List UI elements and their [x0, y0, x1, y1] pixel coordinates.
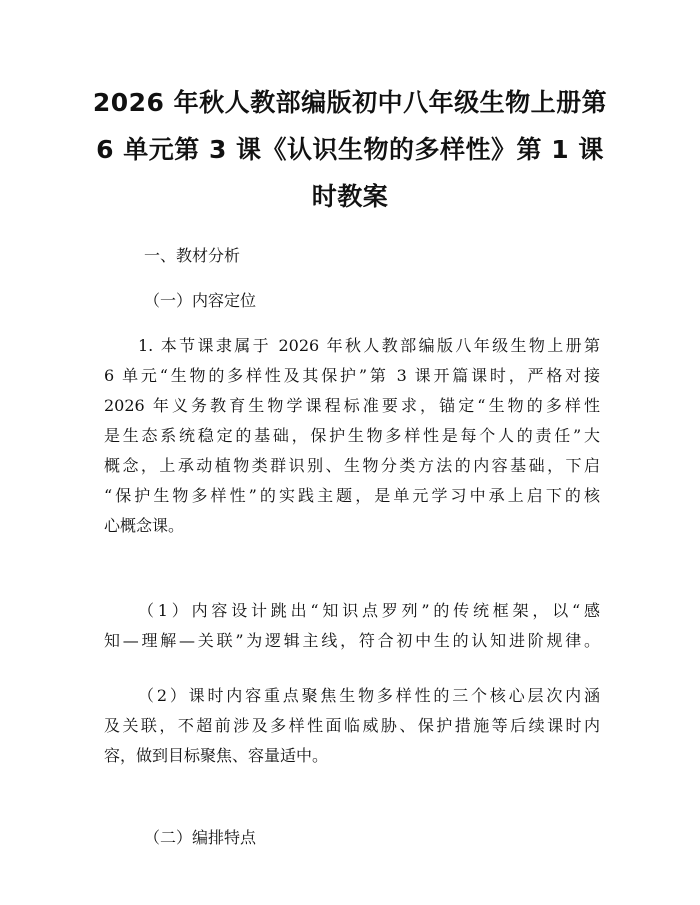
subsection-heading-arrangement-features: （二）编排特点 [144, 828, 257, 847]
paragraph-line: “保护生物多样性”的实践主题，是单元学习中承上启下的核 [104, 486, 600, 505]
section-heading-textbook-analysis: 一、教材分析 [144, 246, 241, 265]
paragraph-line: 心概念课。 [104, 516, 185, 535]
paragraph-line: 6 单元“生物的多样性及其保护”第 3 课开篇课时，严格对接 [104, 366, 600, 385]
paragraph-line: 容，做到目标聚焦、容量适中。 [104, 746, 329, 765]
paragraph-design-logic [104, 596, 600, 656]
document-title-line-1: 2026 年秋人教部编版初中八年级生物上册第 [92, 88, 608, 117]
paragraph-content-positioning [104, 331, 600, 541]
document-title-line-2: 6 单元第 3 课《认识生物的多样性》第 1 课 [96, 135, 604, 164]
paragraph-line: 及关联，不超前涉及多样性面临威胁、保护措施等后续课时内 [104, 716, 600, 735]
paragraph-line: 是生态系统稳定的基础，保护生物多样性是每个人的责任”大 [104, 426, 600, 445]
paragraph-line: （1）内容设计跳出“知识点罗列”的传统框架，以“感 [138, 601, 600, 620]
paragraph-line: 2026 年义务教育生物学课程标准要求，锚定“生物的多样性 [104, 396, 600, 415]
paragraph-line: 概念，上承动植物类群识别、生物分类方法的内容基础，下启 [104, 456, 600, 475]
paragraph-line: 1. 本节课隶属于 2026 年秋人教部编版八年级生物上册第 [138, 336, 600, 355]
subsection-heading-content-positioning: （一）内容定位 [144, 291, 257, 310]
document-title-line-3: 时教案 [311, 182, 389, 211]
paragraph-line: （2）课时内容重点聚焦生物多样性的三个核心层次内涵 [138, 686, 600, 705]
paragraph-content-focus [104, 681, 600, 771]
paragraph-line: 知—理解—关联”为逻辑主线，符合初中生的认知进阶规律。 [104, 631, 600, 650]
